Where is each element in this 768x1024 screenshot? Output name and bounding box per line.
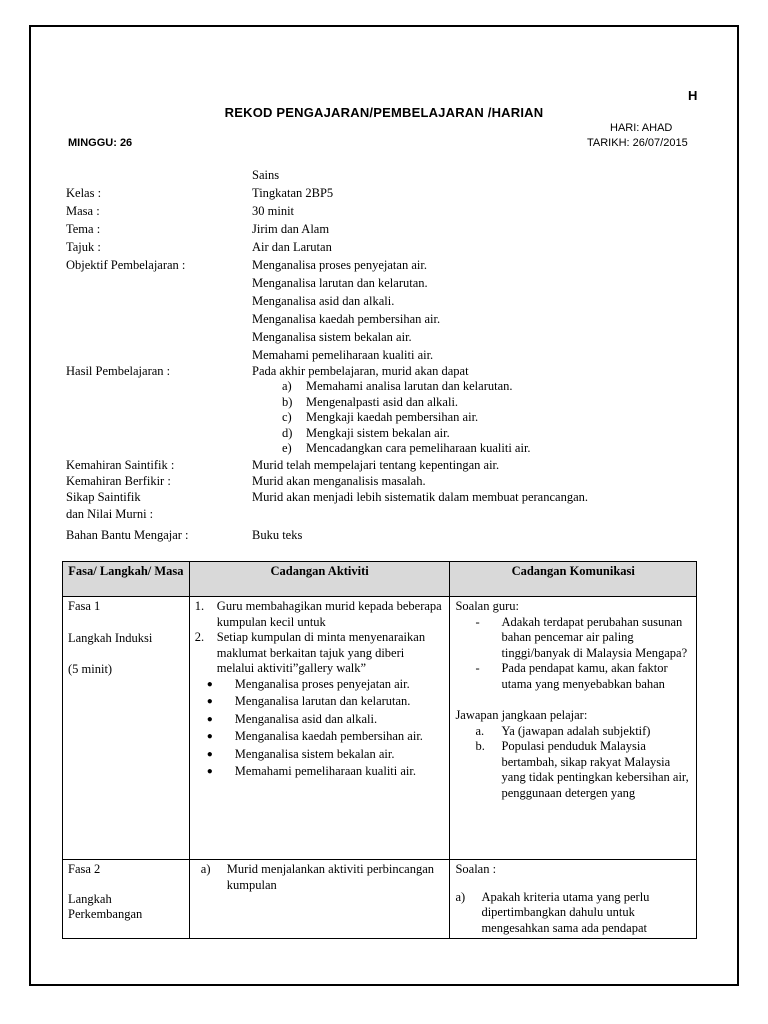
hasil-label: Hasil Pembelajaran : bbox=[66, 364, 171, 378]
saintifik-label: Kemahiran Saintifik : bbox=[66, 457, 175, 472]
objektif-item: Menganalisa asid dan alkali. bbox=[252, 294, 395, 308]
nilai-label: dan Nilai Murni : bbox=[66, 506, 154, 521]
header-komunikasi: Cadangan Komunikasi bbox=[450, 562, 697, 597]
list-item: a. Ya (jawapan adalah subjektif) bbox=[475, 723, 651, 738]
activity-table bbox=[62, 561, 697, 939]
fasa-cell bbox=[63, 860, 190, 939]
berfikir-label: Kemahiran Berfikir : bbox=[66, 473, 171, 488]
list-item: ● Memahami pemeliharaan kualiti air. bbox=[206, 764, 416, 778]
objektif-item: Menganalisa larutan dan kelarutan. bbox=[252, 276, 428, 290]
soalan-list bbox=[455, 890, 691, 937]
kelas-label: Kelas : bbox=[66, 186, 102, 200]
bahan-value: Buku teks bbox=[252, 527, 303, 542]
aktiviti-list bbox=[195, 599, 445, 677]
tarikh-label: TARIKH: 26/07/2015 bbox=[587, 137, 688, 149]
saintifik-value: Murid telah mempelajari tentang kepentingan air. bbox=[252, 457, 500, 472]
list-item: 2. Setiap kumpulan di minta menyenaraikan maklumat berkaitan tajuk yang diberi melalui aktiviti”gallery walk” bbox=[194, 630, 426, 675]
aktiviti-list bbox=[201, 862, 445, 893]
hasil-list bbox=[282, 379, 706, 457]
table-row bbox=[63, 597, 697, 860]
sikap-label: Sikap Saintifik bbox=[66, 489, 141, 504]
corner-mark: H bbox=[688, 88, 698, 103]
table-row bbox=[63, 860, 697, 939]
list-item: ● Menganalisa kaedah pembersihan air. bbox=[206, 729, 423, 743]
soalan-label: Soalan guru: bbox=[455, 599, 519, 613]
fasa-cell bbox=[63, 597, 190, 860]
jawapan-label: Jawapan jangkaan pelajar: bbox=[455, 708, 588, 722]
soalan-list bbox=[475, 615, 691, 693]
list-item: - Adakah terdapat perubahan susunan bahan pencemar air paling tinggi/banyak di Malaysia Mengapa? bbox=[475, 614, 688, 660]
list-item: a) Murid menjalankan aktiviti perbincangan kumpulan bbox=[200, 862, 435, 892]
bahan-label: Bahan Bantu Mengajar : bbox=[66, 527, 189, 542]
minggu-label: MINGGU: 26 bbox=[68, 137, 133, 149]
hari-label: HARI: AHAD bbox=[610, 122, 673, 134]
list-item: a) Memahami analisa larutan dan kelarutan. bbox=[282, 379, 513, 393]
sikap-value: Murid akan menjadi lebih sistematik dalam membuat perancangan. bbox=[252, 489, 589, 504]
list-item: 1. Guru membahagikan murid kepada beberapa kumpulan kecil untuk bbox=[194, 599, 442, 629]
jawapan-list bbox=[475, 724, 691, 802]
objektif-item: Menganalisa kaedah pembersihan air. bbox=[252, 312, 441, 326]
list-item: d) Mengkaji sistem bekalan air. bbox=[282, 425, 450, 440]
page-title: REKOD PENGAJARAN/PEMBELAJARAN /HARIAN bbox=[224, 105, 544, 120]
list-item: ● Menganalisa sistem bekalan air. bbox=[206, 746, 395, 761]
list-item: b) Mengenalpasti asid dan alkali. bbox=[282, 394, 459, 409]
subject: Sains bbox=[252, 168, 280, 182]
tajuk-label: Tajuk : bbox=[66, 240, 101, 254]
header-aktiviti: Cadangan Aktiviti bbox=[189, 562, 450, 597]
fasa-label: Fasa 1 bbox=[68, 599, 101, 613]
objektif-item: Menganalisa sistem bekalan air. bbox=[252, 330, 412, 344]
langkah-label: Langkah Induksi bbox=[68, 630, 153, 645]
objektif-label: Objektif Pembelajaran : bbox=[66, 258, 186, 272]
lesson-info bbox=[66, 166, 706, 544]
langkah-label: Langkah Perkembangan bbox=[68, 891, 143, 921]
komunikasi-cell bbox=[450, 597, 697, 860]
list-item: a) Apakah kriteria utama yang perlu dipertimbangkan dahulu untuk mengesahkan sama ada pendapat bbox=[455, 889, 650, 935]
tajuk-value: Air dan Larutan bbox=[252, 240, 332, 254]
bullet-list bbox=[207, 677, 445, 780]
list-item: c) Mengkaji kaedah pembersihan air. bbox=[282, 410, 479, 424]
masa-value: 30 minit bbox=[252, 204, 295, 218]
soalan-label: Soalan : bbox=[455, 862, 497, 876]
hasil-intro: Pada akhir pembelajaran, murid akan dapat bbox=[252, 364, 469, 378]
masa-label: Masa : bbox=[66, 204, 100, 218]
objektif-item: Memahami pemeliharaan kualiti air. bbox=[252, 348, 434, 362]
objektif-item: Menganalisa proses penyejatan air. bbox=[252, 258, 427, 272]
list-item: - Pada pendapat kamu, akan faktor utama yang menyebabkan bahan bbox=[475, 661, 668, 691]
komunikasi-cell bbox=[450, 860, 697, 939]
list-item: e) Mencadangkan cara pemeliharaan kualiti air. bbox=[282, 441, 531, 455]
masa-label: (5 minit) bbox=[68, 662, 113, 676]
tema-value: Jirim dan Alam bbox=[252, 222, 330, 236]
aktiviti-cell bbox=[189, 597, 450, 860]
list-item: b. Populasi penduduk Malaysia bertambah, sikap rakyat Malaysia yang tidak pentingkan kebersihan air, penggunaan detergen yang bbox=[475, 739, 689, 800]
fasa-label: Fasa 2 bbox=[68, 862, 101, 876]
list-item: ● Menganalisa asid dan alkali. bbox=[206, 711, 378, 726]
kelas-value: Tingkatan 2BP5 bbox=[252, 186, 334, 200]
list-item: ● Menganalisa larutan dan kelarutan. bbox=[206, 694, 411, 708]
berfikir-value: Murid akan menganalisis masalah. bbox=[252, 473, 426, 488]
list-item: ● Menganalisa proses penyejatan air. bbox=[206, 676, 410, 691]
tema-label: Tema : bbox=[66, 222, 101, 236]
aktiviti-cell bbox=[189, 860, 450, 939]
header-fasa: Fasa/ Langkah/ Masa bbox=[63, 562, 190, 597]
